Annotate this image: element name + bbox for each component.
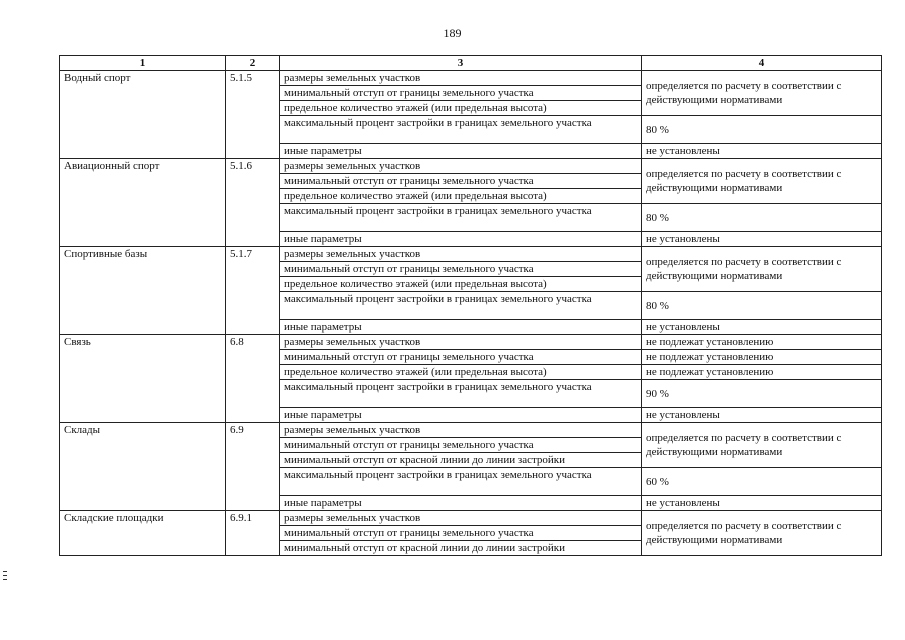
table-row bbox=[60, 247, 882, 262]
parameter-name: размеры земельных участков bbox=[280, 423, 642, 438]
parameter-name: размеры земельных участков bbox=[280, 511, 642, 526]
parameter-name: минимальный отступ от границы земельного участка bbox=[280, 262, 642, 277]
land-use-code: 5.1.6 bbox=[226, 159, 280, 247]
parameter-name: размеры земельных участков bbox=[280, 247, 642, 262]
column-header: 3 bbox=[280, 56, 642, 71]
land-use-name: Склады bbox=[60, 423, 226, 511]
parameter-value: не установлены bbox=[642, 144, 882, 159]
parameter-name: иные параметры bbox=[280, 496, 642, 511]
parameter-name: иные параметры bbox=[280, 232, 642, 247]
parameter-value: 80 % bbox=[642, 204, 882, 232]
parameter-value: определяется по расчету в соответствии с действующими нормативами bbox=[642, 247, 882, 292]
parameter-name: размеры земельных участков bbox=[280, 71, 642, 86]
parameter-value: определяется по расчету в соответствии с действующими нормативами bbox=[642, 159, 882, 204]
table-row bbox=[60, 71, 882, 86]
parameter-value: не установлены bbox=[642, 496, 882, 511]
land-use-code: 6.8 bbox=[226, 335, 280, 423]
parameter-name: минимальный отступ от границы земельного участка bbox=[280, 86, 642, 101]
parameter-name: максимальный процент застройки в границах земельного участка bbox=[280, 380, 642, 408]
parameter-value: 60 % bbox=[642, 468, 882, 496]
table-row bbox=[60, 423, 882, 438]
parameter-name: предельное количество этажей (или предельная высота) bbox=[280, 365, 642, 380]
parameter-value: определяется по расчету в соответствии с действующими нормативами bbox=[642, 423, 882, 468]
parameter-name: минимальный отступ от границы земельного участка bbox=[280, 526, 642, 541]
land-use-code: 6.9 bbox=[226, 423, 280, 511]
column-header: 4 bbox=[642, 56, 882, 71]
parameter-name: минимальный отступ от красной линии до линии застройки bbox=[280, 541, 642, 556]
land-use-code: 5.1.5 bbox=[226, 71, 280, 159]
parameter-name: предельное количество этажей (или предельная высота) bbox=[280, 277, 642, 292]
parameter-name: иные параметры bbox=[280, 408, 642, 423]
land-use-code: 6.9.1 bbox=[226, 511, 280, 556]
parameter-name: максимальный процент застройки в границах земельного участка bbox=[280, 116, 642, 144]
table-row bbox=[60, 159, 882, 174]
parameter-value: не подлежат установлению bbox=[642, 335, 882, 350]
parameter-name: максимальный процент застройки в границах земельного участка bbox=[280, 204, 642, 232]
parameter-value: не подлежат установлению bbox=[642, 350, 882, 365]
parameter-name: размеры земельных участков bbox=[280, 335, 642, 350]
parameter-name: максимальный процент застройки в границах земельного участка bbox=[280, 468, 642, 496]
parameter-name: минимальный отступ от границы земельного участка bbox=[280, 174, 642, 189]
parameter-name: минимальный отступ от красной линии до линии застройки bbox=[280, 453, 642, 468]
parameter-value: определяется по расчету в соответствии с действующими нормативами bbox=[642, 511, 882, 556]
parameter-name: иные параметры bbox=[280, 320, 642, 335]
land-use-name: Связь bbox=[60, 335, 226, 423]
parameter-value: не установлены bbox=[642, 320, 882, 335]
parameter-value: не подлежат установлению bbox=[642, 365, 882, 380]
parameter-name: минимальный отступ от границы земельного участка bbox=[280, 350, 642, 365]
parameter-name: максимальный процент застройки в границах земельного участка bbox=[280, 292, 642, 320]
column-header: 1 bbox=[60, 56, 226, 71]
margin-mark bbox=[3, 571, 7, 583]
land-use-name: Авиационный спорт bbox=[60, 159, 226, 247]
land-use-name: Водный спорт bbox=[60, 71, 226, 159]
parameter-value: не установлены bbox=[642, 408, 882, 423]
land-use-name: Складские площадки bbox=[60, 511, 226, 556]
parameter-value: не установлены bbox=[642, 232, 882, 247]
land-use-code: 5.1.7 bbox=[226, 247, 280, 335]
table-header-row bbox=[60, 56, 882, 71]
parameter-name: предельное количество этажей (или предельная высота) bbox=[280, 101, 642, 116]
parameter-name: предельное количество этажей (или предельная высота) bbox=[280, 189, 642, 204]
parameter-name: минимальный отступ от границы земельного участка bbox=[280, 438, 642, 453]
page-number: 189 bbox=[443, 26, 462, 40]
column-header: 2 bbox=[226, 56, 280, 71]
table-row bbox=[60, 511, 882, 526]
parameter-name: размеры земельных участков bbox=[280, 159, 642, 174]
land-use-name: Спортивные базы bbox=[60, 247, 226, 335]
regulations-table bbox=[59, 55, 882, 556]
parameter-value: 80 % bbox=[642, 292, 882, 320]
parameter-value: 80 % bbox=[642, 116, 882, 144]
parameter-value: 90 % bbox=[642, 380, 882, 408]
parameter-name: иные параметры bbox=[280, 144, 642, 159]
parameter-value: определяется по расчету в соответствии с действующими нормативами bbox=[642, 71, 882, 116]
table-row bbox=[60, 335, 882, 350]
